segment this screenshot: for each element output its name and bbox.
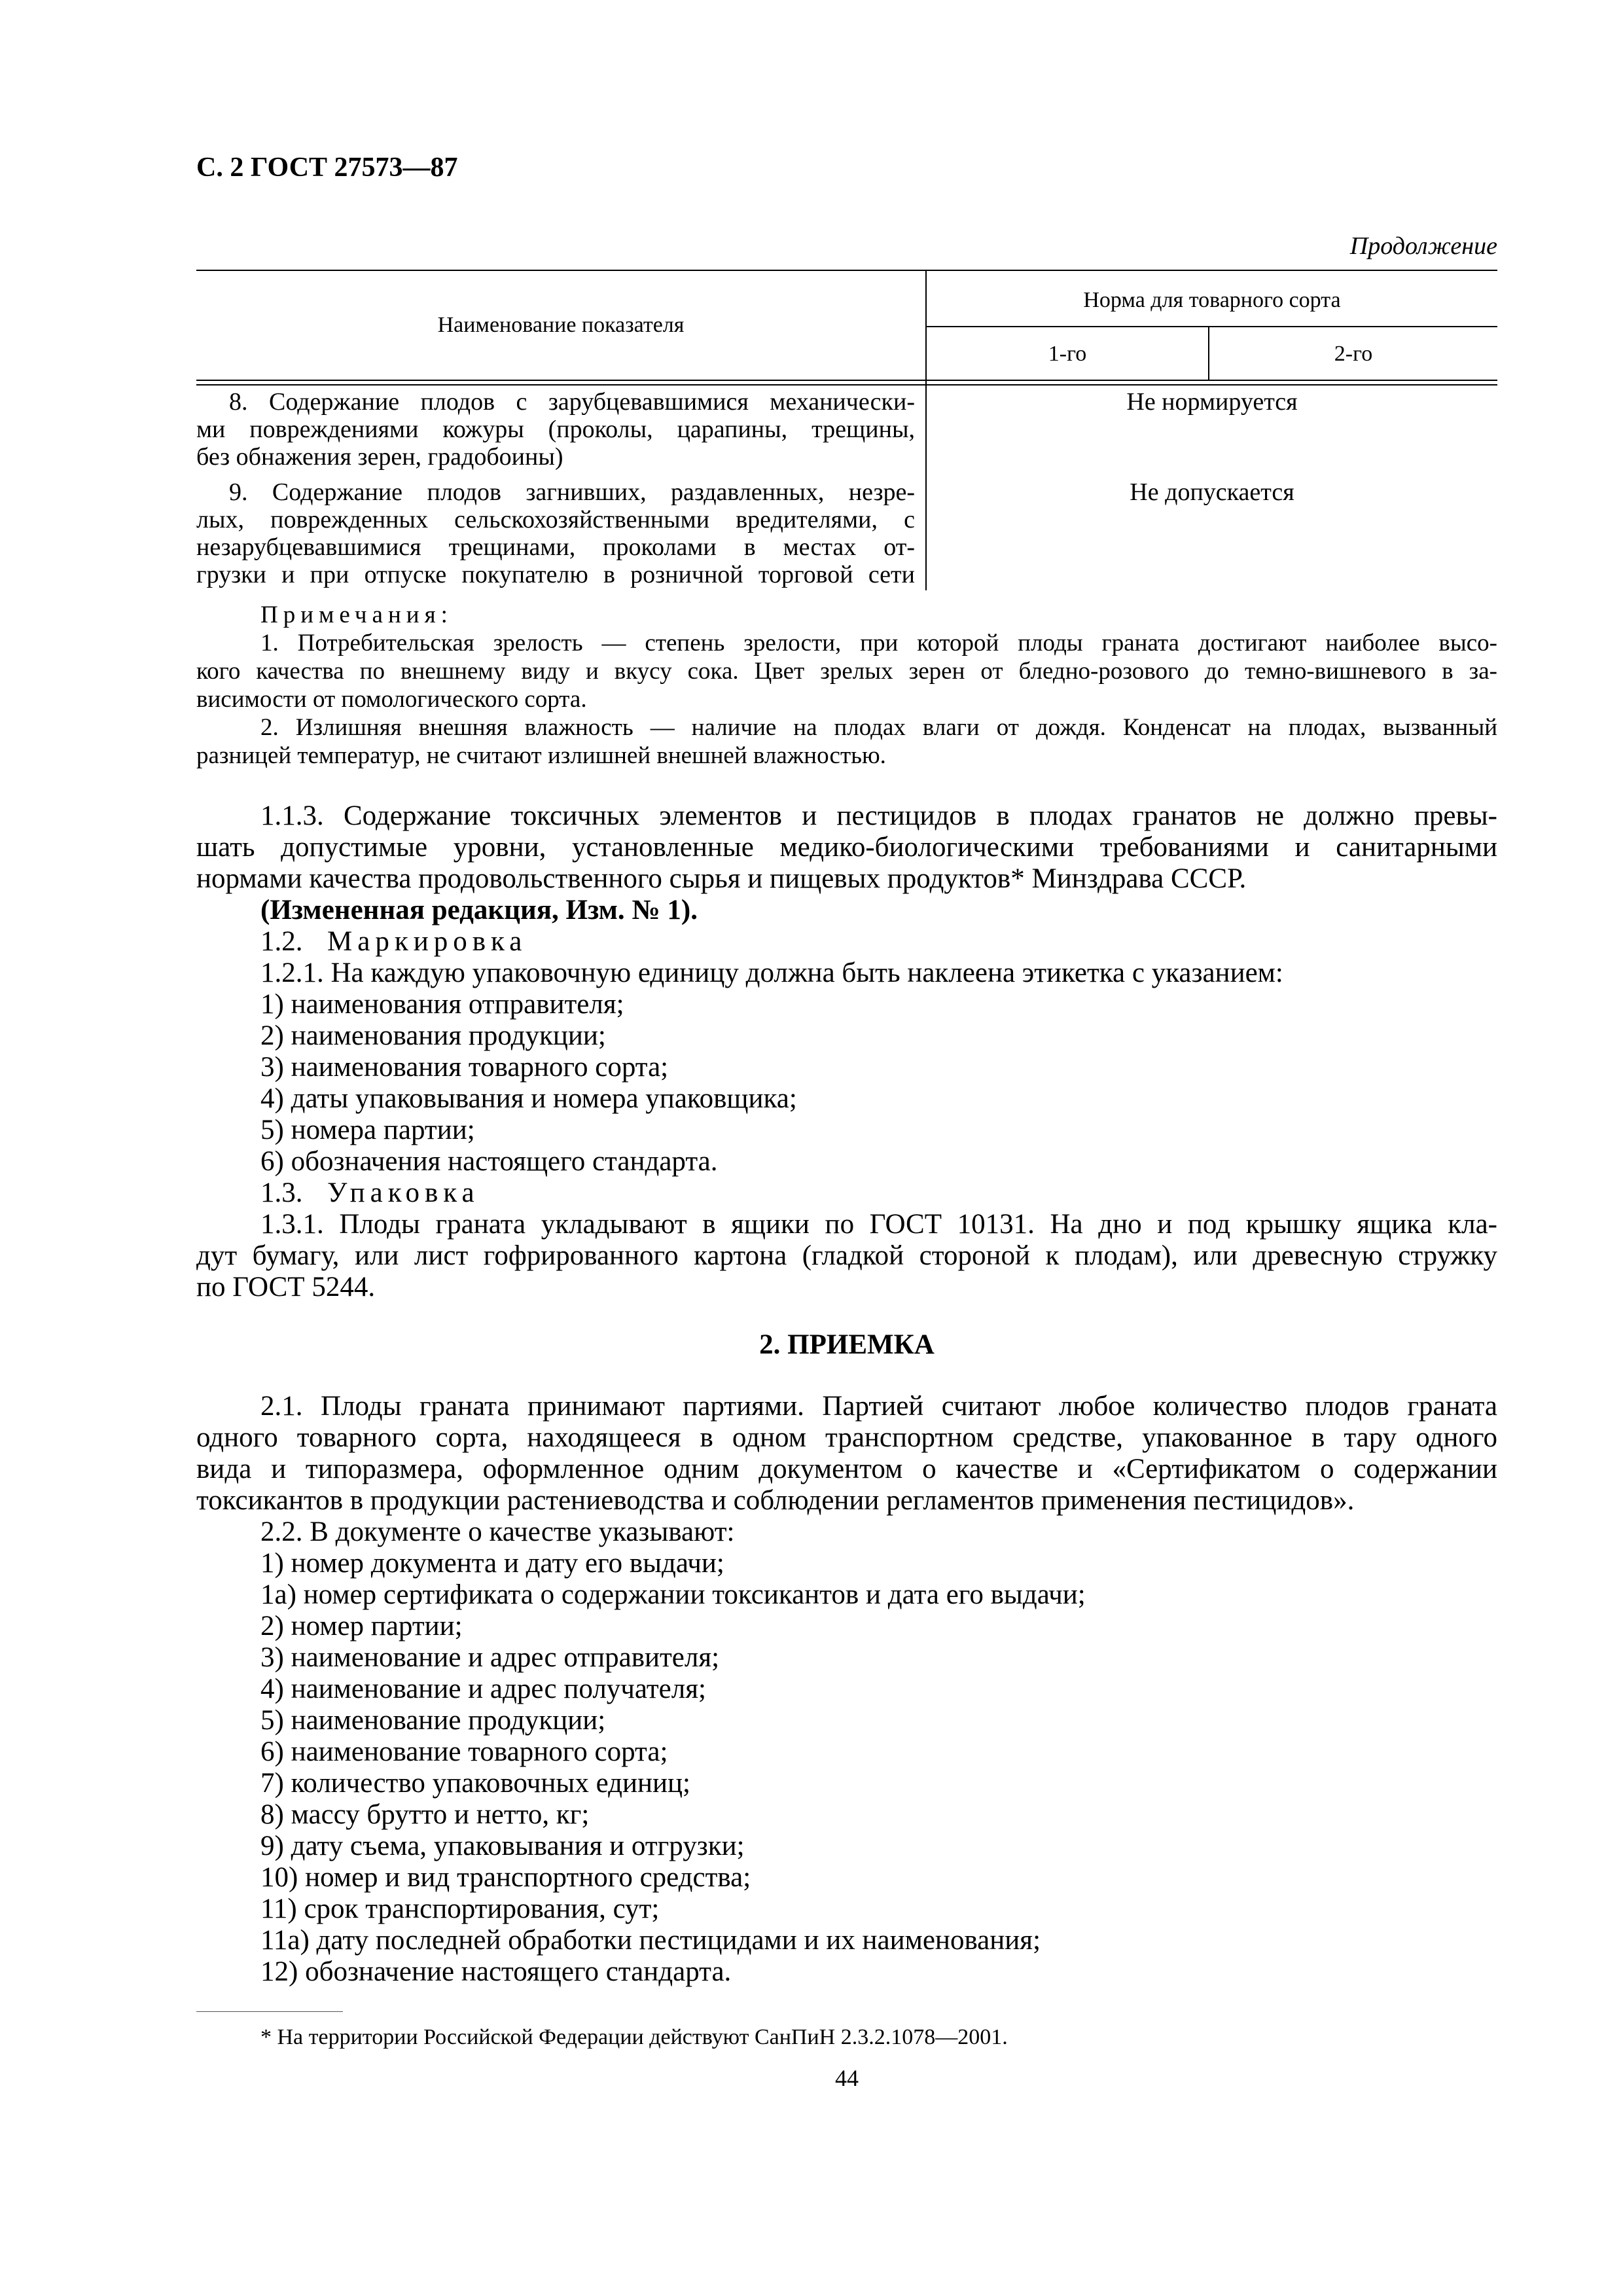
- row-text-line: 8. Содержание плодов с зарубцевавшимися механически-: [229, 388, 915, 416]
- list-item: 6) обозначения настоящего стандарта.: [260, 1146, 718, 1177]
- section-title: Маркировка: [327, 926, 527, 957]
- paragraph-line: шать допустимые уровни, установленные медико-биологическими требованиями и санитарными: [196, 832, 1497, 863]
- list-item: 1а) номер сертификата о содержании токсикантов и дата его выдачи;: [260, 1579, 1086, 1610]
- list-item: 10) номер и вид транспортного средства;: [260, 1862, 751, 1893]
- table-head-rule-1: [196, 380, 1497, 381]
- table-head-name: Наименование показателя: [437, 313, 685, 337]
- list-item: 4) даты упаковывания и номера упаковщика;: [260, 1083, 797, 1114]
- page-header: С. 2 ГОСТ 27573—87: [196, 152, 458, 183]
- note-line: разницей температур, не считают излишней внешней влажностью.: [196, 742, 886, 769]
- paragraph-line: 1.3.1. Плоды граната укладывают в ящики по ГОСТ 10131. На дно и под крышку ящика кла-: [260, 1209, 1497, 1240]
- continuation-label: Продолжение: [1349, 232, 1497, 260]
- table-head-norm: Норма для товарного сорта: [1083, 288, 1341, 312]
- list-item: 8) массу брутто и нетто, кг;: [260, 1799, 590, 1830]
- paragraph-line: дут бумагу, или лист гофрированного картона (гладкой стороной к плодам), или древесную стружку: [196, 1240, 1497, 1271]
- list-item: 1) наименования отправителя;: [260, 989, 624, 1020]
- list-item: 6) наименование товарного сорта;: [260, 1736, 668, 1767]
- footnote-rule: [196, 2011, 343, 2012]
- list-item: 3) наименования товарного сорта;: [260, 1052, 669, 1083]
- paragraph-line: 1.1.3. Содержание токсичных элементов и пестицидов в плодах гранатов не должно превы-: [260, 800, 1497, 831]
- section-heading: 2. ПРИЕМКА: [759, 1329, 935, 1360]
- paragraph-line: 2.2. В документе о качестве указывают:: [260, 1516, 735, 1547]
- notes-title: Примечания:: [260, 601, 453, 628]
- paragraph-line: по ГОСТ 5244.: [196, 1272, 376, 1302]
- note-line: кого качества по внешнему виду и вкусу сока. Цвет зрелых зерен от бледно-розового до темно-вишневого в за-: [196, 658, 1497, 685]
- paragraph-line: 2.1. Плоды граната принимают партиями. Партией считают любое количество плодов граната: [260, 1391, 1497, 1422]
- note-line: 1. Потребительская зрелость — степень зрелости, при которой плоды граната достигают наиболее высо-: [260, 630, 1497, 656]
- page-number: 44: [835, 2065, 859, 2091]
- row-text-line: незарубцевавшимися трещинами, проколами в местах от-: [196, 533, 915, 561]
- list-item: 7) количество упаковочных единиц;: [260, 1768, 690, 1799]
- list-item: 11) срок транспортирования, сут;: [260, 1893, 660, 1924]
- list-item: 9) дату съема, упаковывания и отгрузки;: [260, 1831, 745, 1861]
- paragraph-line: токсикантов в продукции растениеводства и соблюдении регламентов применения пестицидов».: [196, 1485, 1355, 1516]
- list-item: 12) обозначение настоящего стандарта.: [260, 1956, 732, 1987]
- table-top-rule: [196, 270, 1497, 271]
- section-number: 1.2.: [260, 926, 303, 957]
- row-norm-value: Не допускается: [1130, 478, 1294, 506]
- table-divider: [925, 270, 927, 590]
- row-text-line: ми повреждениями кожуры (проколы, царапины, трещины,: [196, 416, 915, 443]
- row-text-line: 9. Содержание плодов загнивших, раздавленных, незре-: [229, 478, 915, 506]
- row-text-line: без обнажения зерен, градобоины): [196, 443, 563, 471]
- list-item: 3) наименование и адрес отправителя;: [260, 1642, 720, 1673]
- list-item: 4) наименование и адрес получателя;: [260, 1674, 706, 1704]
- paragraph-line: 1.2.1. На каждую упаковочную единицу должна быть наклеена этикетка с указанием:: [260, 958, 1283, 988]
- note-line: висимости от помологического сорта.: [196, 686, 587, 713]
- paragraph-line: вида и типоразмера, оформленное одним документом о качестве и «Сертификатом о содержании: [196, 1454, 1497, 1484]
- paragraph-line: нормами качества продовольственного сырья и пищевых продуктов* Минздрава СССР.: [196, 863, 1247, 894]
- row-norm-value: Не нормируется: [1126, 388, 1298, 416]
- list-item: 5) наименование продукции;: [260, 1705, 606, 1736]
- paragraph-line: одного товарного сорта, находящееся в одном транспортном средстве, упакованное в тару одного: [196, 1422, 1497, 1453]
- row-text-line: лых, поврежденных сельскохозяйственными вредителями, с: [196, 506, 915, 533]
- list-item: 5) номера партии;: [260, 1115, 475, 1145]
- section-title: Упаковка: [327, 1177, 480, 1208]
- footnote: * На территории Российской Федерации действуют СанПиН 2.3.2.1078—2001.: [260, 2025, 1008, 2049]
- amendment-note: (Измененная редакция, Изм. № 1).: [260, 895, 698, 925]
- list-item: 2) номер партии;: [260, 1611, 463, 1641]
- row-text-line: грузки и при отпуске покупателю в розничной торговой сети: [196, 561, 915, 588]
- list-item: 1) номер документа и дату его выдачи;: [260, 1548, 724, 1579]
- table-head-grade-1: 1-го: [1048, 342, 1087, 366]
- list-item: 2) наименования продукции;: [260, 1020, 606, 1051]
- list-item: 11а) дату последней обработки пестицидами и их наименования;: [260, 1925, 1041, 1956]
- table-head-grade-2: 2-го: [1334, 342, 1373, 366]
- table-head-rule-2: [196, 384, 1497, 386]
- section-number: 1.3.: [260, 1177, 303, 1208]
- table-sub-rule: [925, 326, 1497, 327]
- note-line: 2. Излишняя внешняя влажность — наличие на плодах влаги от дождя. Конденсат на плодах, вызванный: [260, 714, 1497, 741]
